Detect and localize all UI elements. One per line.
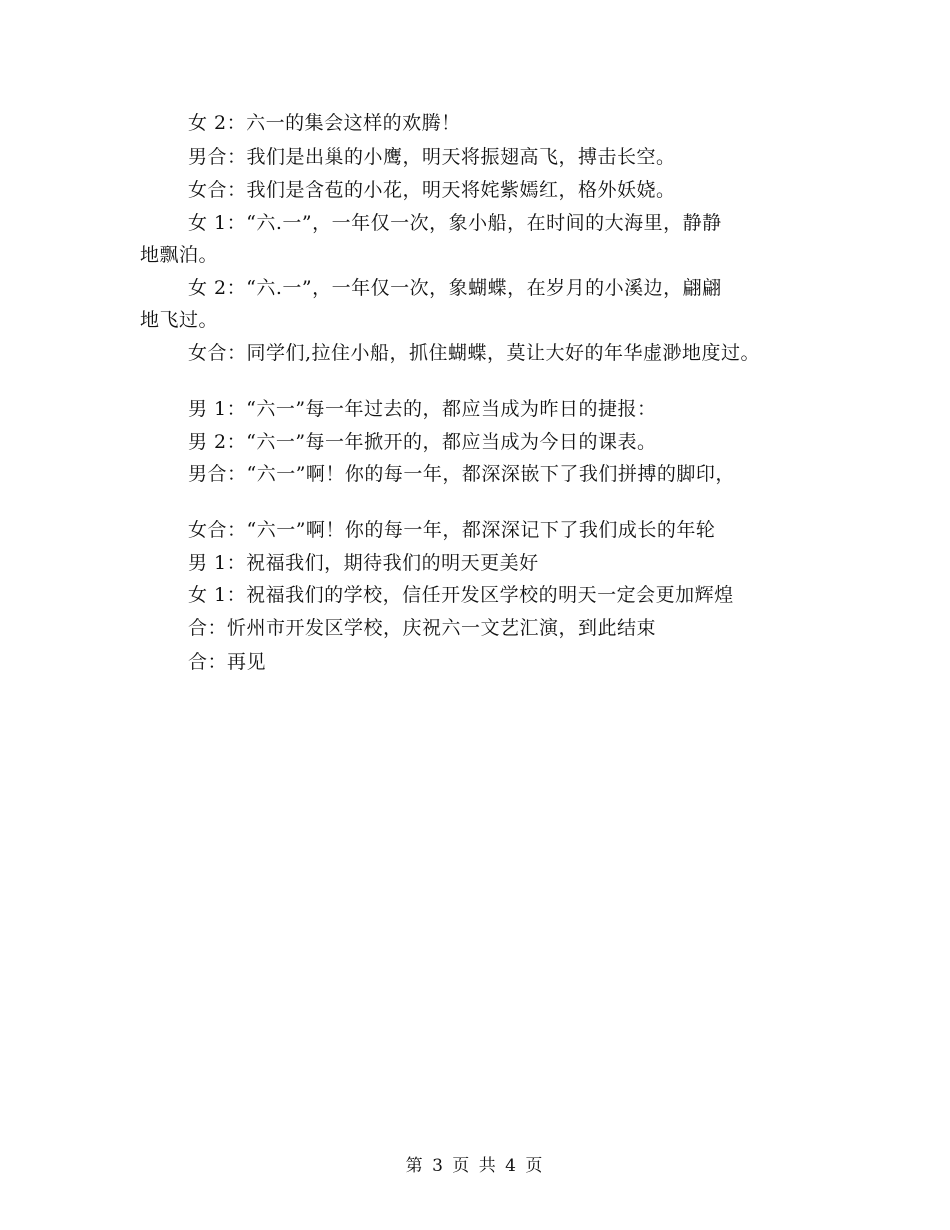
script-line: 合：忻州市开发区学校，庆祝六一文艺汇演，到此结束 <box>188 617 657 639</box>
script-line-continuation: 地飞过。 <box>140 309 219 331</box>
script-line: 女合：我们是含苞的小花，明天将姹紫嫣红，格外妖娆。 <box>188 179 676 201</box>
script-line: 女合：同学们,拉住小船，抓住蝴蝶，莫让大好的年华虚渺地度过。 <box>188 342 761 364</box>
script-line: 合：再见 <box>188 651 267 673</box>
script-line: 男 2：“六一”每一年掀开的，都应当成为今日的课表。 <box>188 431 657 453</box>
script-line: 男 1：“六一”每一年过去的，都应当成为昨日的捷报： <box>188 398 657 420</box>
script-line: 女 2：“六.一”，一年仅一次，象蝴蝶，在岁月的小溪边，翩翩 <box>188 277 722 299</box>
script-line: 女 2：六一的集会这样的欢腾！ <box>188 112 461 134</box>
page-number-footer: 第 3 页 共 4 页 <box>405 1156 545 1176</box>
script-line: 女 1：祝福我们的学校，信任开发区学校的明天一定会更加辉煌 <box>188 584 734 606</box>
script-line: 男合：我们是出巢的小鹰，明天将振翅高飞，搏击长空。 <box>188 146 676 168</box>
script-line: 女 1：“六.一”，一年仅一次，象小船，在时间的大海里，静静 <box>188 212 722 234</box>
script-line: 女合：“六一”啊！你的每一年，都深深记下了我们成长的年轮 <box>188 519 716 541</box>
script-line: 男合：“六一”啊！你的每一年，都深深嵌下了我们拼搏的脚印， <box>188 463 735 485</box>
script-line-continuation: 地飘泊。 <box>140 244 219 266</box>
script-line: 男 1：祝福我们，期待我们的明天更美好 <box>188 552 539 574</box>
